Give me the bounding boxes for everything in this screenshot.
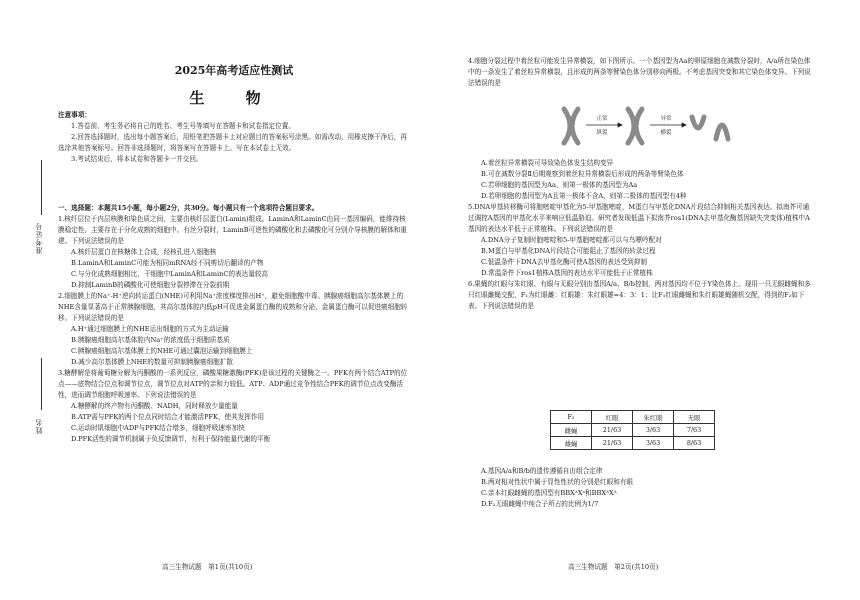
q6-options (468, 466, 812, 510)
chromatid-normal-left (564, 109, 570, 143)
q1-option-b: B.LaminA和LaminC可能为相同mRNA经不同剪切后翻译的产物 (71, 259, 264, 267)
q1-option-d: D.抑制LaminB的磷酸化可使细胞分裂停滞在分裂前期 (71, 281, 230, 289)
q2-option-b: B.胰腺癌细胞高尔基体腔内Na⁺的浓度低于细胞质基质 (71, 336, 230, 344)
label-abnormal: 异常 (660, 116, 672, 122)
gutter-id-line (41, 160, 42, 215)
q1-option-a: A.核纤层蛋白在核糖体上合成，经核孔进入细胞核 (71, 248, 217, 256)
q5-stem: 5.DNA甲基转移酶可将胞嘧啶甲基化为5-甲基胞嘧啶，M蛋白与甲基化DNA片段结合抑制相关基因表达。拟南芥可通过调控A基因的甲基化水平来响应低温胁迫。研究者发现低温下拟南芥ros1(DNA去甲基化酶基因缺失突变体)植株中A基因的表达水平低于正常植株。下列说法错误的是 (468, 203, 810, 233)
page-2 (468, 0, 812, 600)
q4-option-a: A.着丝粒异常横裂可导致染色体发生结构变异 (481, 159, 614, 167)
q4-options (468, 158, 812, 312)
page-1 (58, 0, 410, 600)
section-heading: 一、选择题：本题共15小题，每小题2分，共30分。每小题只有一个选项符合题目要求。 (58, 204, 319, 212)
table-cell: 21/63 (592, 424, 633, 437)
q6-option-a: A.基因A/a和B/b的遗传遵循自由组合定律 (481, 467, 603, 475)
q6-option-d: D.F₂无眼雌蝇中纯合子所占的比例为1/7 (481, 500, 599, 508)
q4-option-d: D.若卵细胞的基因型为A且第一极体不含A，则第二极体的基因型有4种 (481, 192, 687, 200)
gutter-id-label: 准考证号 (35, 222, 43, 254)
table-header-row (551, 411, 715, 424)
q1-stem: 1.核纤层位于内层核膜和染色质之间，主要由核纤层蛋白(Lamin)组成。LaminA和LaminC由同一基因编码，能维持核膜稳定性，主要存在于分化成熟的细胞中。有丝分裂时，LaminB可逆性的磷酸化和去磷酸化可分别介导核膜的解体和重建。下列说法错误的是 (58, 215, 407, 245)
exam-title: 2025年高考适应性测试 (174, 64, 294, 77)
q2-option-d: D.减少高尔基体膜上NHE的数量可抑制胰腺癌细胞扩散 (71, 358, 233, 366)
table-cell: 8/63 (674, 437, 715, 450)
centromere-split-figure (556, 105, 736, 147)
table-row (551, 424, 715, 437)
table-cell: 雄蝇 (551, 437, 592, 450)
table-header: F₂ (551, 411, 592, 424)
q4-option-b: B.可在减数分裂Ⅱ后期观察到着丝粒异常横裂后形成的两条等臂染色体 (481, 170, 684, 178)
q3-option-d: D.PFK活性的调节机制属于负反馈调节，有利于保持能量代谢的平衡 (71, 435, 271, 443)
table-header: 朱红眼 (633, 411, 674, 424)
gutter-name-label: 姓名 (35, 418, 43, 434)
q5-option-c: C.低温条件下DNA去甲基化酶可使A基因的表达受到抑制 (481, 258, 647, 266)
q6-option-b: B.两对相对性状中属于显性性状的分别是红眼和有眼 (481, 478, 634, 486)
table-cell: 雌蝇 (551, 424, 592, 437)
subject-title: 生 物 (189, 89, 279, 107)
notice-title: 注意事项： (58, 111, 91, 119)
q1-option-c: C.与分化成熟细胞相比，干细胞中LaminA和LaminC的表达量较高 (71, 270, 269, 278)
table-row (551, 437, 715, 450)
chromatid-mid-right (636, 109, 642, 143)
q3-option-a: A.糖酵解的终产物有丙酮酸、NADH，同时释放少量能量 (71, 402, 238, 410)
q3-option-b: B.ATP需与PFK的两个位点同时结合才能激活PFK，使其发挥作用 (71, 413, 265, 421)
chromatid-normal-right (572, 109, 578, 143)
q4-stem: 4.细胞分裂过程中着丝粒可能发生异常横裂，如下图所示。一个基因型为Aa的卵原细胞在减数分裂时，A/a所在染色体中的一条发生了着丝粒异常横裂，且形成的两条等臂染色体分别移向两极。不考虑基因突变和其它染色体变异。下列说法错误的是 (468, 57, 811, 87)
arrow-abnormal-head (682, 123, 686, 127)
notice-block (58, 110, 410, 165)
q2-option-a: A.H⁺通过细胞膜上的NHE运出细胞的方式为主动运输 (71, 325, 229, 333)
questions-block (58, 203, 410, 445)
isochromosome-upper (716, 125, 728, 139)
q2-option-c: C.胰腺癌细胞高尔基体膜上的NHE可通过囊泡运输到细胞膜上 (71, 347, 253, 355)
q5-option-b: B.M蛋白与甲基化DNA片段结合可能阻止了基因的转录过程 (481, 247, 656, 255)
gutter-name-line (41, 358, 42, 410)
q5-option-a: A.DNA分子复制时胞嘧啶和5-甲基胞嘧啶都可以与鸟嘌呤配对 (481, 236, 662, 244)
notice-3: 3.考试结束后，将本试卷和答题卡一并交回。 (71, 155, 203, 163)
notice-1: 1.答卷前，考生务必将自己的姓名、考生号等填写在答题卡和试卷指定位置。 (71, 122, 295, 130)
label-normal-split: 纵裂 (596, 130, 608, 136)
table-header: 无眼 (674, 411, 715, 424)
label-normal: 正常 (596, 116, 608, 122)
q3-stem: 3.糖酵解是将葡萄糖分解为丙酮酸的一系列反应，磷酸果糖激酶(PFK)是该过程的关键酶之一。PFK有两个结合ATP的位点——底物结合位点和调节位点，调节位点对ATP的亲和力较低。ATP、ADP通过竞争性结合PFK的调节位点改变酶活性，进而调节细胞呼吸速率。下列说法错误的是 (58, 369, 408, 399)
table-cell: 3/63 (633, 437, 674, 450)
page-1-footer: 高三生物试题 第1页(共10页) (162, 563, 253, 571)
q3-option-c: C.运动时肌细胞中ADP与PFK结合增多，细胞呼吸速率加快 (71, 424, 245, 432)
table-header: 红眼 (592, 411, 633, 424)
q4-option-c: C.若卵细胞的基因型为Aa，则第一极体的基因型为Aa (481, 181, 638, 189)
table-cell: 21/63 (592, 437, 633, 450)
q5-option-d: D.常温条件下ros1植株A基因的表达水平可能低于正常植株 (481, 269, 653, 277)
page-2-footer: 高三生物试题 第2页(共10页) (568, 563, 659, 571)
isochromosome-lower (692, 117, 704, 128)
label-abnormal-split: 横裂 (660, 130, 672, 136)
chromatid-mid-left (628, 109, 634, 143)
q2-stem: 2.细胞膜上的Na⁺-H⁺逆向转运蛋白(NHE)可利用Na⁺浓度梯度排出H⁺，避免细胞酸中毒。胰腺癌细胞高尔基体膜上的NHE含量显著高于正常胰腺细胞，其高尔基体腔内低pH可促进金属蛋白酶的成熟和分泌，金属蛋白酶可以促进癌细胞转移。下列说法错误的是 (58, 292, 408, 322)
table-cell: 7/63 (674, 424, 715, 437)
q6-stem: 6.果蝇的红眼与朱红眼、有眼与无眼分别由基因A/a、B/b控制，两对基因均不位于Y染色体上。现用一只无眼雌蝇和多只红眼雌蝇交配，F₁为红眼雌：红眼雄：朱红眼雄=4：3：1；让F₁红眼雌蝇和朱红眼雄蝇随机交配，得到的F₂如下表。下列说法错误的是 (468, 280, 811, 310)
notice-2: 2.回答选择题时，选出每小题答案后，用铅笔把答题卡上对应题目的答案标号涂黑。如需改动，用橡皮擦干净后，再选涂其他答案标号。回答非选择题时，将答案写在答题卡上。写在本试卷上无效。 (58, 133, 407, 152)
f2-result-table (550, 410, 715, 450)
q6-option-c: C.亲本红眼雌蝇的基因型有BBXᴬXᵃ和BBXᴬXᴬ (481, 489, 617, 497)
table-cell: 3/63 (633, 424, 674, 437)
arrow-normal-head (618, 123, 622, 127)
